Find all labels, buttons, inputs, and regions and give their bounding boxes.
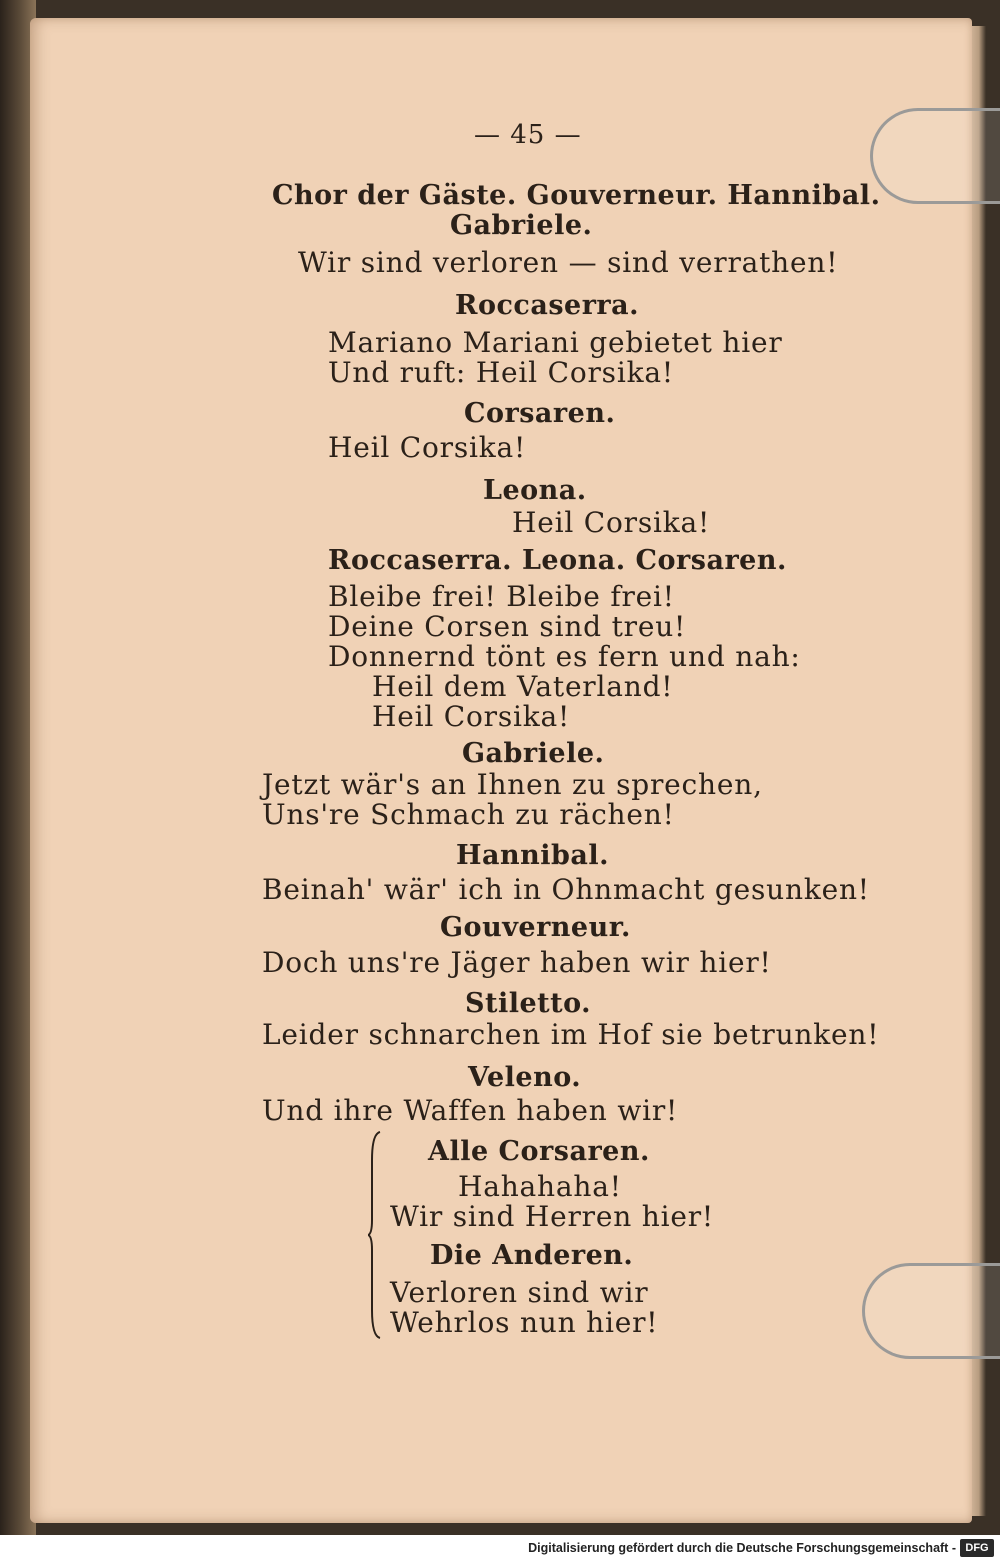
text-line: Doch uns're Jäger haben wir hier! <box>262 946 772 979</box>
dfg-logo-icon: DFG <box>960 1539 994 1557</box>
speaker-heading: Gabriele. <box>450 210 593 241</box>
text-line: Heil Corsika! <box>328 431 527 464</box>
footer-credit: Digitalisierung gefördert durch die Deutsche Forschungsgemeinschaft - <box>528 1541 956 1555</box>
text-line: Wir sind verloren — sind verrathen! <box>298 246 839 279</box>
text-line: Deine Corsen sind treu! <box>328 610 687 643</box>
text-line: Wir sind Herren hier! <box>390 1200 714 1233</box>
speaker-heading: Corsaren. <box>464 398 616 429</box>
text-line: Mariano Mariani gebietet hier <box>328 326 783 359</box>
speaker-heading: Chor der Gäste. Gouverneur. Hannibal. <box>272 180 881 211</box>
speaker-heading: Gouverneur. <box>440 912 631 943</box>
speaker-heading: Alle Corsaren. <box>428 1136 650 1167</box>
text-line: Hahahaha! <box>458 1170 622 1203</box>
speaker-heading: Stiletto. <box>465 988 592 1019</box>
text-line: Jetzt wär's an Ihnen zu sprechen, <box>262 768 763 801</box>
speaker-heading: Die Anderen. <box>430 1240 634 1271</box>
text-line: Bleibe frei! Bleibe frei! <box>328 580 675 613</box>
text-line: Heil dem Vaterland! <box>372 670 674 703</box>
speaker-heading: Roccaserra. <box>455 290 640 321</box>
speaker-heading: Veleno. <box>468 1062 582 1093</box>
speaker-heading: Roccaserra. Leona. Corsaren. <box>328 545 787 576</box>
text-line: Heil Corsika! <box>372 700 571 733</box>
text-line: Leider schnarchen im Hof sie betrunken! <box>262 1018 880 1051</box>
text-line: Uns're Schmach zu rächen! <box>262 798 675 831</box>
page-number: — 45 — <box>474 120 582 150</box>
paper-clip-top <box>870 108 1000 204</box>
text-line: Heil Corsika! <box>512 506 711 539</box>
text-line: Donnernd tönt es fern und nah: <box>328 640 801 673</box>
text-line: Beinah' wär' ich in Ohnmacht gesunken! <box>262 873 870 906</box>
text-line: Verloren sind wir <box>390 1276 649 1309</box>
paper-clip-bottom <box>862 1263 1000 1359</box>
brace-bracket <box>368 1130 382 1340</box>
text-line: Wehrlos nun hier! <box>390 1306 659 1339</box>
text-line: Und ruft: Heil Corsika! <box>328 356 674 389</box>
speaker-heading: Hannibal. <box>456 840 610 871</box>
speaker-heading: Gabriele. <box>462 738 605 769</box>
text-line: Und ihre Waffen haben wir! <box>262 1094 679 1127</box>
speaker-heading: Leona. <box>483 475 587 506</box>
